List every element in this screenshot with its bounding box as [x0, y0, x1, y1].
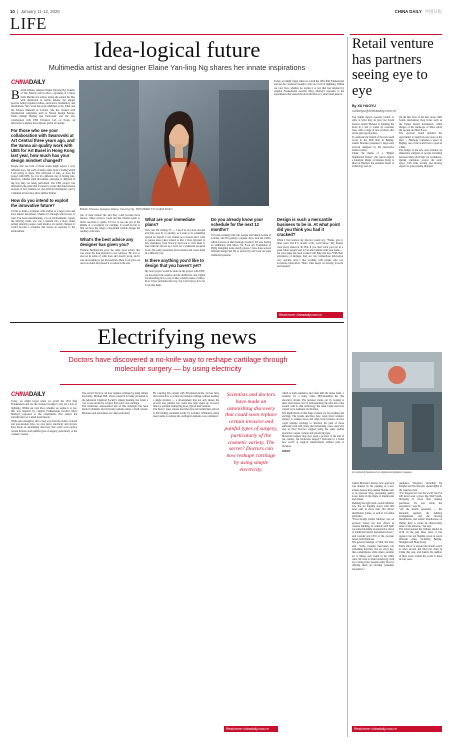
story-paragraph: "I've shopped all over the world, but I've still never seen a place like SKP South. Shopping is more than making purchases. It's also about the experience," says Xi. [399, 491, 442, 509]
interview-question: Design is such a mercantile business to be in. At what point did you think you had it cracked? [277, 217, 340, 237]
interview-question: Do you already know your schedule for the next 12 months? [211, 217, 264, 232]
story-paragraph: Running the right team, Gentle Monster now has 22 flagship stores with 400 sales staff in more than 100 officer distribution points, as well as 19 online platforms. [352, 501, 394, 518]
story-rule [10, 322, 344, 323]
story-column [82, 392, 148, 415]
story-column [274, 80, 344, 96]
story-paragraph: British-Chinese designer Elaine Yan-ling Ng, founder of The Fabrick Lab in 2012, a graduate of Central Saint Martins in London, where she earned her MA with distinction in textile futures; her unique practice brings together textiles, electronics, biomimicry and installations. Ng's work has been exhibited at the V&A and the Science Museum in London. She has worked with international companies such as Nissan Design Europe, Nokia Design Beijing and Swarovski, and she also collaborated with UBS Evidence Lab on Notes, an innovative sculpture that explores global air quality. [11, 87, 75, 125]
issue-date: January 11-12, 2020 [20, 9, 60, 14]
interview-question: What's the best advice any designer has given you? [80, 236, 134, 247]
story-paragraph: which is both expensive and often kills the tissue itself, a scientist, for a really value, Hill-Steadman has this electrical current. The pressure works out by looking at these electrolysis, but by demonstrating the tube that come around with it, this technology the team found electrical current to be reshaped and molded. [282, 392, 344, 412]
story-column [11, 80, 75, 233]
story-column [282, 392, 344, 453]
section-rule-right [350, 34, 442, 35]
portrait-photo [79, 80, 269, 206]
column-divider [347, 37, 348, 737]
paper-name-cn: 中国日报 [424, 9, 442, 14]
story-paragraph: Molecular surgery may now seem a product of the end of our century, but molecular surgery? Welcome to a brand new world of surgical enhancement without pain or invasion. [282, 434, 344, 448]
story-deck: Doctors have discovered a no-knife way to reshape cartilage through molecular surgery — by using electricity [60, 351, 296, 385]
story-headline: Electrifying news [97, 324, 257, 349]
story-column [11, 392, 77, 436]
retail-column [352, 116, 394, 169]
story-paragraph: "All the details presented — the materials applied, the lighting arrangements, and the moving installations, and artistic installations on display help to create an otherworldly sense of the universe," Xu says. [399, 508, 442, 528]
page-number: 10 [10, 9, 15, 14]
story-column [80, 214, 140, 265]
interview-answer: My next project would be more in the project with UBS, we developed the readers and the dashboard, and I think it's interesting how a way to like a mobile sense of office, hi-fi. I have problems that way, but I don't know how far I can take them. [145, 270, 205, 287]
interview-answer: People who see both of these works might expect a very different story, but each of them comes from a feeling which I am trying to share. The reflection of data, as does the project with UBS. So, it is in a different way of having data, therefore, whether fluid movement, analogue or digitised in the way they are being performed. The UBS project was different in the sense that I wanted to create that link between sections of how humans act and artificial intelligence can be combined in how they share similar themes. [11, 165, 75, 195]
story-paragraph: Today, we might forget when we watch the 1891 film Frankenstein and see the creatures brought to life via a bolt of lightning. Within our own lives, whether we realise it or not, that was inspired by original Frankenstein novelist Mary Shelley's exposure to the experiments that started the electrification of a small dead muscle. [274, 80, 344, 97]
paper-name: CHINA DAILY [394, 9, 422, 14]
story-column [277, 214, 343, 269]
photo-caption: British-Chinese designer Elaine Yan-ling Ng. PROVIDED TO CHINA DAILY [80, 207, 173, 211]
story-column [153, 392, 219, 418]
story-column [211, 214, 271, 257]
byline [352, 104, 442, 113]
interview-answer: This year I'm turning 35 — I feel I've not done enough and time goes by so quickly, so I want to do something special for myself. I was trained as a weaver and I want to pursue more ideas related to that. I have invested in new machinery from Norway and look to craft them to bare with me and set up a front for a traditional jacquard loom. I'm really passionate about textiles and create them in a different way. [145, 229, 205, 256]
section-title: LIFE [10, 14, 47, 33]
retail-column [399, 116, 442, 169]
byline-name: By XU HAOYU [352, 104, 376, 108]
story-paragraph: By coupling this current with 3D-printed molds, doctors have discovered how to soften and reshape cartilage without needing a single incision — a development that not only makes the process less painful, but could also help speed up recovery time for patients undergoing more typical interventions. [153, 392, 219, 409]
story-subhead: Multimedia artist and designer Elaine Yan-ling Ng shares her innate inspirations [48, 63, 306, 72]
story-column [145, 214, 205, 287]
story-paragraph: part of their natural life and they could become more sincere. These projects could become lifesize again to invite reactions to guide. I'd love to see one put in the middle of a woodland, for example. It would be fun to find out how the fungi or mycelium strands change the reading of the data. [80, 214, 140, 234]
story-paragraph: "Even though Gentle Monster was an eyewear brand, our new efforts in creative thinking, in common with SKP, we started planning an alternative vision of traditional luxury department stores," said founder and CEO of the eyewear brand, Kim Hankook. [352, 518, 394, 542]
portrait-illustration [79, 80, 269, 206]
artwork-photo [352, 352, 442, 470]
story-paragraph: On the first floor of the new seven, SKP South, mechanical shop floats such as the Future Retail installation, while images of the landscape of Mars adorn the second and third floors. [399, 116, 442, 133]
read-more-link[interactable]: Read more: chinadaily.com.cn [277, 312, 343, 318]
drop-cap: B [11, 87, 20, 102]
story-paragraph: Kim's aim is to expand the brand's reach to other second and third tier cities in China this year, and double the number of their stores around the world to three in four years. [399, 544, 442, 561]
retail-headline: Retail venture has partners seeing eye to eye [352, 36, 434, 99]
story-paragraph: The general manager of SKP, Xie Dan, said, "Some consider innovation, but something that they care are every day, like a smartphone, while others consider art or things only found in the white cube. We want to blend technology with art to bring it into people's daily lives by offering them an exciting consumer experience." [352, 541, 394, 571]
page-separator: | [15, 9, 20, 14]
story-headline: Idea-logical future [93, 37, 261, 62]
story-paragraph: The design of the new store features an immersive sculpture of people travelling between Mars and Earth via wormholes. Quirky sculptures project the retail space, with arms waving and moving objects to greet passing shoppers. [399, 148, 442, 169]
pull-quote: Scientists and doctors have made an astonishing discovery that could soon replace certain invasive and painful types of surgery, particularly of the cosmetic variety. The secret? Doctors can now reshape cartilage by using simple electricity. [224, 392, 278, 473]
page-header [10, 9, 442, 17]
read-more-link[interactable]: Read more: chinadaily.com.cn [224, 726, 278, 732]
story-paragraph: To celebrate the launch of the new south tower in the SKP mall in Beijing, Gentle Monster presented a large-scale artwork designed by the innovative brand recently. [352, 135, 394, 152]
interview-answer: I've been working with Luis Gaspar and Simon Gottrie of London, and I'm getting a popular show near the 1950s, which focuses on their heritage products. I'm also having an exhibition with Dhow Tal Fook Art Foundation at PMQ, designing some trendy pieces. I have done several different design and I'm so excited by and work on some traditional patterns. [211, 234, 271, 257]
retail-column [352, 482, 394, 571]
interview-question: How do you intend to exploit the innovative future? [11, 197, 69, 208]
china-daily-logo: CHINADAILY [11, 80, 46, 86]
story-paragraph: You might expect eyewear brands to stick to what they do best, but South Korea's Gentle Monster is breaking the mold in a bid to widen its customer base, with a range of new products that stores span age brackets. [352, 116, 394, 136]
story-paragraph: Gentle Monster's diverse new approach was marked by the opening of a new artisan dessert shop named Nudake next to its eyewear shop, presenting quirky sweet items in the shape of mushrooms and donuts. [352, 482, 394, 502]
china-daily-logo: CHINADAILY [11, 392, 46, 398]
interview-answer: When I first started, my director would say, "Elaine, give it three years and if it doesn't work, you'll know." My friends were pretty united at 30. But, if you don't stick your pot in a point where people start to become familiar with your name — but your name has been worked with Ping Ant now. With their experience of heritage, they are very tremendous innovation very quickly. And I like working with people who can accelerate innovation. That's what keeps us moving forward and inspired. [277, 239, 343, 269]
section-rule [10, 34, 344, 35]
interview-answer: I'd like to make a sculpture with textiles as a larger scale and have kinetic movement, whether it's through wind power or solar. I've been experimenting, a lot of environments; I guess the Moving works was one I realised into a more visual setting whereby people could monitor air quality changes. It would become a sculpture that moves in response to the environment. [11, 209, 75, 233]
story-paragraph: The secret? Doctors can now reshape cartilage by using simple electricity. Michael Hill, whose research is being presented at the American Chemical Society's annual meeting, has found a way to use electricity to inject the body's own cartilage. [82, 392, 148, 405]
interview-question: What are your immediate plans? [145, 217, 195, 227]
retail-column [399, 482, 442, 561]
story-paragraph: Audience: Shoppers, including Xu Fengfei and Wu Xiaoyin, speak highly of the creative event. [399, 482, 442, 492]
story-paragraph: Today, we might forget when we watch the 1931 film Frankenstein and see the creature brought to life via a bolt of lightning. Within our own lives, whether we realise it or not, that was inspired by original Frankenstein novelist Mary Shelley's exposure to the experiments that started the electrification of a small dead muscle. [11, 400, 77, 420]
signature: GWLP [282, 449, 291, 454]
interview-answer: Thomas Heatherwick gave me some good advice that was about the best material to use outdoors. He was so spot-on in terms of what does and doesn't work, and it was encouraging to get his feedback. Here I can grow out one in London and passed it to nature in the end. [80, 248, 140, 265]
interview-question: For those who see your collaboration with Swarovski at Art Central three years ago, and the Vanna air-quality work with UBS for Art Basel in Hong Kong last year, how much has your design mindset changed? [11, 128, 75, 164]
story-paragraph: The theory: press release describes how lab technicians arrived at this finding, moments totally by accident. Ordinarily, using laser beams to reshape the cartilage in patients was considered. [153, 408, 219, 419]
byline-email[interactable]: xuhaoyu@chinadaily.com.cn [352, 108, 397, 113]
story-paragraph: Under the theme of a "Digital Stimulation Future", the canvas depicts a futuristic image of humans living at Mars in Martian, the seamless blend of technology and art. [352, 152, 394, 169]
story-paragraph: The eyewear brand grabbed the opportunity to launch its new store at the mall — Harmony Cartesian a space in Beijing, one of the world's ten to open in China. [399, 132, 442, 149]
artwork-illustration [352, 352, 442, 470]
read-more-link[interactable]: Read more: chinadaily.com.cn [352, 726, 442, 732]
story-paragraph: The implications of this huge accident are far-reaching and exciting. The beside describes how, aside from cosmetic surgery to reshape noses and other body features, doctors could reshape cartilage to alleviate the pain of those suffering from stiff joints and devastating cases. And why stop at that? Doctors suggest using the same studies upwards to repair corneas and prevent myopia. [282, 411, 344, 435]
story-paragraph: While pure strength is still a long way from the reality of death and post-modern days, we now know electricity and doctors have made an astonishing discovery that could soon replace certain invasive and painful types of surgery, particularly of the cosmetic variety. [11, 419, 77, 436]
masthead [395, 9, 442, 15]
story-paragraph: The traditional, unrestrained part of this technique has been made in multiple and obviously patients using a small current. Because such procedures are often performed. [82, 405, 148, 415]
interview-question: Is there anything you'd like to design that you haven't yet? [145, 258, 204, 269]
story-paragraph: The brand entered the Chinese market in 2016. In the past three years, it has opened over ten flagship stores in seven different cities, including Beijing, Shanghai and Hong Kong. [399, 528, 442, 545]
photo-caption: An artwork featured on digital-simulation images. [352, 470, 413, 474]
